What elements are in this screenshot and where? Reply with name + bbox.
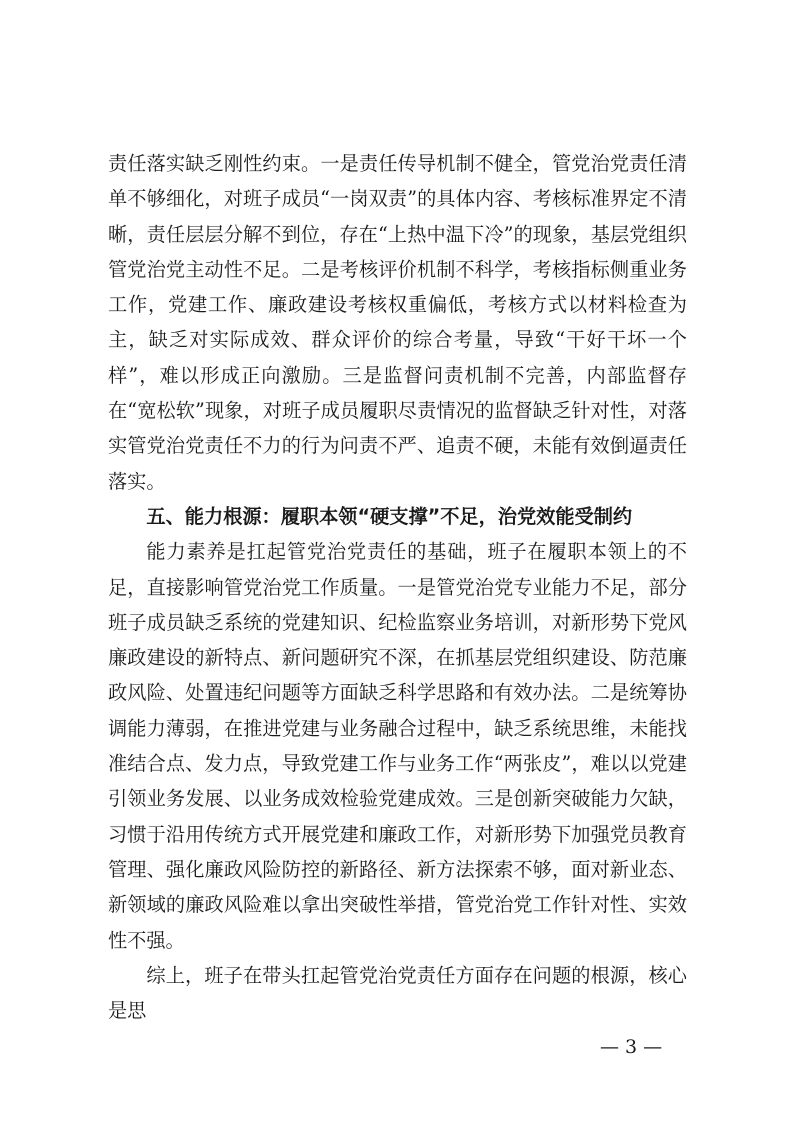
paragraph-summary: 综上，班子在带头扛起管党治党责任方面存在问题的根源，核心是思: [108, 963, 687, 1023]
document-body: [108, 146, 687, 1028]
paragraph-ability-quality: 能力素养是扛起管党治党责任的基础，班子在履职本领上的不足，直接影响管党治党工作质量。一是管党治党专业能力不足，部分班子成员缺乏系统的党建知识、纪检监察业务培训，对新形势下党风廉政建设的新特点、新问题研究不深，在抓基层党组织建设、防范廉政风险、处置违纪问题等方面缺乏科学思路和有效办法。二是统筹协调能力薄弱，在推进党建与业务融合过程中，缺乏系统思维，未能找准结合点、发力点，导致党建工作与业务工作“两张皮”，难以以党建引领业务发展、以业务成效检验党建成效。三是创新突破能力欠缺，习惯于沿用传统方式开展党建和廉政工作，对新形势下加强党员教育管理、强化廉政风险防控的新路径、新方法探索不够，面对新业态、新领域的廉政风险难以拿出突破性举措，管党治党工作针对性、实效性不强。: [108, 540, 687, 952]
section-heading-ability-roots: 五、能力根源：履职本领“硬支撑”不足，治党效能受制约: [146, 504, 633, 528]
paragraph-responsibility-constraints: 责任落实缺乏刚性约束。一是责任传导机制不健全，管党治党责任清单不够细化，对班子成员“一岗双责”的具体内容、考核标准界定不清晰，责任层层分解不到位，存在“上热中温下冷”的现象，基层党组织管党治党主动性不足。二是考核评价机制不科学，考核指标侧重业务工作，党建工作、廉政建设考核权重偏低，考核方式以材料检查为主，缺乏对实际成效、群众评价的综合考量，导致“干好干坏一个样”，难以形成正向激励。三是监督问责机制不完善，内部监督存在“宽松软”现象，对班子成员履职尽责情况的监督缺乏针对性，对落实管党治党责任不力的行为问责不严、追责不硬，未能有效倒逼责任落实。: [108, 152, 687, 493]
page-number: — 3 —: [600, 1036, 663, 1058]
